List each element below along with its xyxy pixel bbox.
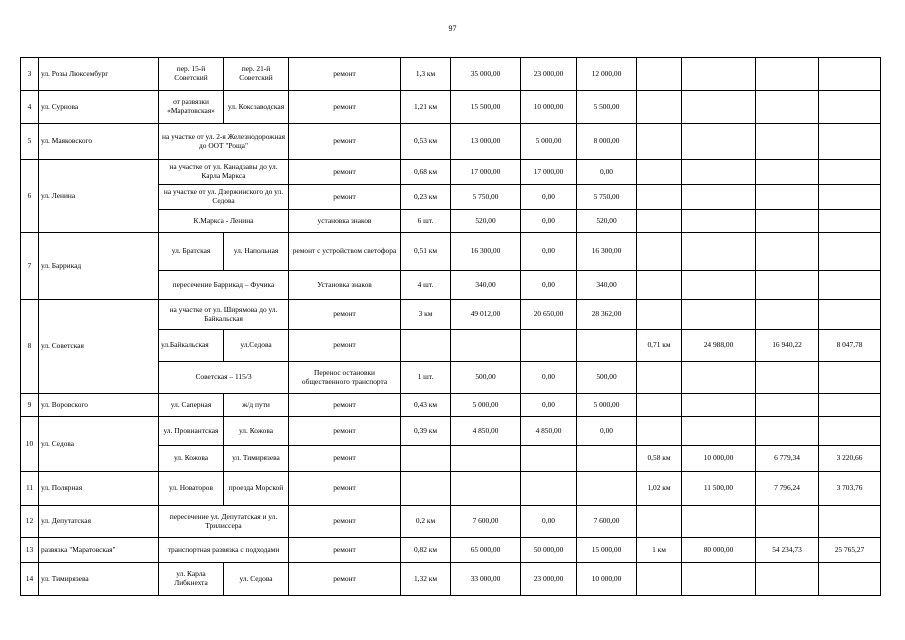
funding-3: 7 796,24 <box>756 472 819 506</box>
section-from: ул. Саперная <box>159 394 224 417</box>
quantity <box>401 330 451 362</box>
total-cost-2: 11 500,00 <box>682 472 756 506</box>
work-type: ремонт <box>289 160 401 185</box>
street-name: ул. Ленина <box>39 160 159 233</box>
total-cost: 340,00 <box>451 271 521 300</box>
total-cost-2 <box>682 124 756 160</box>
funding-2 <box>577 472 637 506</box>
total-cost-2 <box>682 91 756 124</box>
quantity: 0,39 км <box>401 417 451 446</box>
table-row <box>21 124 881 160</box>
funding-4: 25 765,27 <box>819 538 881 563</box>
row-number: 12 <box>21 506 39 538</box>
street-name: ул. Депутатская <box>39 506 159 538</box>
table-row <box>21 91 881 124</box>
funding-3 <box>756 394 819 417</box>
work-type: ремонт <box>289 394 401 417</box>
total-cost: 13 000,00 <box>451 124 521 160</box>
row-number: 4 <box>21 91 39 124</box>
section-description: Советская – 115/3 <box>159 362 289 394</box>
total-cost-2: 10 000,00 <box>682 446 756 472</box>
funding-4: 8 047,78 <box>819 330 881 362</box>
total-cost: 4 850,00 <box>451 417 521 446</box>
road-works-table <box>20 57 881 596</box>
funding-4 <box>819 563 881 596</box>
quantity-2 <box>637 394 682 417</box>
quantity: 0,51 км <box>401 233 451 271</box>
row-number: 5 <box>21 124 39 160</box>
funding-4 <box>819 185 881 210</box>
street-name: ул. Советская <box>39 300 159 394</box>
funding-2: 5 000,00 <box>577 394 637 417</box>
funding-2: 16 300,00 <box>577 233 637 271</box>
quantity-2 <box>637 563 682 596</box>
total-cost: 49 012,00 <box>451 300 521 330</box>
funding-3 <box>756 210 819 233</box>
table-row <box>21 563 881 596</box>
total-cost <box>451 472 521 506</box>
row-number: 10 <box>21 417 39 472</box>
quantity: 0,82 км <box>401 538 451 563</box>
street-name: ул. Баррикад <box>39 233 159 300</box>
total-cost-2 <box>682 563 756 596</box>
funding-4 <box>819 160 881 185</box>
funding-2: 0,00 <box>577 160 637 185</box>
quantity: 1,3 км <box>401 58 451 91</box>
funding-2 <box>577 446 637 472</box>
row-number: 11 <box>21 472 39 506</box>
funding-4 <box>819 271 881 300</box>
total-cost-2 <box>682 210 756 233</box>
funding-3 <box>756 91 819 124</box>
work-type: ремонт с устройством светофора <box>289 233 401 271</box>
total-cost-2 <box>682 506 756 538</box>
row-number: 14 <box>21 563 39 596</box>
total-cost: 17 000,00 <box>451 160 521 185</box>
total-cost: 16 300,00 <box>451 233 521 271</box>
funding-2: 8 000,00 <box>577 124 637 160</box>
funding-2: 12 000,00 <box>577 58 637 91</box>
quantity-2 <box>637 506 682 538</box>
quantity-2: 1 км <box>637 538 682 563</box>
work-type: ремонт <box>289 417 401 446</box>
funding-4 <box>819 417 881 446</box>
funding-2: 340,00 <box>577 271 637 300</box>
work-type: ремонт <box>289 300 401 330</box>
quantity-2 <box>637 160 682 185</box>
section-from: пер. 15-й Советский <box>159 58 224 91</box>
table-row <box>21 394 881 417</box>
quantity: 0,2 км <box>401 506 451 538</box>
section-to: ул. Напольная <box>224 233 289 271</box>
funding-2 <box>577 330 637 362</box>
street-name: ул. Маяковского <box>39 124 159 160</box>
section-description: на участке от ул. Дзержинского до ул. Седова <box>159 185 289 210</box>
street-name: ул. Тимирязева <box>39 563 159 596</box>
quantity <box>401 446 451 472</box>
funding-4: 3 703,76 <box>819 472 881 506</box>
funding-1 <box>521 472 577 506</box>
quantity-2 <box>637 362 682 394</box>
work-type: ремонт <box>289 472 401 506</box>
section-from: ул. Кожова <box>159 446 224 472</box>
section-description: транспортная развязка с подходами <box>159 538 289 563</box>
funding-3 <box>756 506 819 538</box>
funding-4: 3 220,66 <box>819 446 881 472</box>
funding-3 <box>756 233 819 271</box>
quantity-2 <box>637 91 682 124</box>
quantity: 4 шт. <box>401 271 451 300</box>
section-from: ул. Карла Либкнехта <box>159 563 224 596</box>
section-from: ул. Братская <box>159 233 224 271</box>
total-cost: 7 600,00 <box>451 506 521 538</box>
street-name: ул. Воровского <box>39 394 159 417</box>
total-cost-2 <box>682 300 756 330</box>
section-from: ул.Байкальская <box>159 330 224 362</box>
funding-2: 10 000,00 <box>577 563 637 596</box>
funding-1: 5 000,00 <box>521 124 577 160</box>
quantity: 0,43 км <box>401 394 451 417</box>
funding-3: 6 779,34 <box>756 446 819 472</box>
table-row <box>21 58 881 91</box>
total-cost: 5 750,00 <box>451 185 521 210</box>
section-description: на участке от ул. 2-я Железнодорожная до ООТ "Роща" <box>159 124 289 160</box>
funding-1: 0,00 <box>521 506 577 538</box>
quantity: 1,21 км <box>401 91 451 124</box>
funding-1 <box>521 446 577 472</box>
street-name: развязка "Маратовская" <box>39 538 159 563</box>
funding-1: 10 000,00 <box>521 91 577 124</box>
section-from: ул. Новаторов <box>159 472 224 506</box>
funding-4 <box>819 394 881 417</box>
funding-2: 5 500,00 <box>577 91 637 124</box>
street-name: ул. Розы Люксембург <box>39 58 159 91</box>
quantity-2 <box>637 58 682 91</box>
funding-1: 0,00 <box>521 394 577 417</box>
page-number: 97 <box>448 24 457 33</box>
section-description: на участке от ул. Ширямова до ул. Байкальская <box>159 300 289 330</box>
work-type: Перенос остановки общественного транспорта <box>289 362 401 394</box>
row-number: 3 <box>21 58 39 91</box>
funding-3 <box>756 124 819 160</box>
quantity-2 <box>637 185 682 210</box>
section-to: ул. Коксзаводская <box>224 91 289 124</box>
row-number: 6 <box>21 160 39 233</box>
total-cost <box>451 330 521 362</box>
work-type: ремонт <box>289 185 401 210</box>
quantity-2: 0,71 км <box>637 330 682 362</box>
funding-3 <box>756 58 819 91</box>
funding-1: 0,00 <box>521 233 577 271</box>
total-cost <box>451 446 521 472</box>
work-type: Установка знаков <box>289 271 401 300</box>
funding-1 <box>521 330 577 362</box>
total-cost-2 <box>682 417 756 446</box>
funding-1: 17 000,00 <box>521 160 577 185</box>
row-number: 13 <box>21 538 39 563</box>
funding-3 <box>756 362 819 394</box>
funding-2: 15 000,00 <box>577 538 637 563</box>
section-to: ул.Седова <box>224 330 289 362</box>
section-description: на участке от ул. Канадзавы до ул. Карла Маркса <box>159 160 289 185</box>
section-to: ж/д пути <box>224 394 289 417</box>
table-row <box>21 160 881 185</box>
section-to: проезда Морской <box>224 472 289 506</box>
table-row <box>21 506 881 538</box>
section-to: ул. Кожова <box>224 417 289 446</box>
total-cost-2: 24 988,00 <box>682 330 756 362</box>
row-number: 9 <box>21 394 39 417</box>
work-type: ремонт <box>289 124 401 160</box>
total-cost: 15 500,00 <box>451 91 521 124</box>
quantity: 3 км <box>401 300 451 330</box>
funding-1: 0,00 <box>521 362 577 394</box>
total-cost-2 <box>682 58 756 91</box>
section-from: от развязки «Маратовская» <box>159 91 224 124</box>
section-to: пер. 21-й Советский <box>224 58 289 91</box>
total-cost: 33 000,00 <box>451 563 521 596</box>
work-type: ремонт <box>289 446 401 472</box>
work-type: ремонт <box>289 58 401 91</box>
table-row <box>21 233 881 271</box>
quantity-2 <box>637 124 682 160</box>
total-cost-2 <box>682 394 756 417</box>
funding-2: 500,00 <box>577 362 637 394</box>
section-to: ул. Тимирязева <box>224 446 289 472</box>
funding-1: 0,00 <box>521 271 577 300</box>
funding-4 <box>819 506 881 538</box>
quantity: 0,23 км <box>401 185 451 210</box>
street-name: ул. Сурнова <box>39 91 159 124</box>
quantity-2 <box>637 210 682 233</box>
quantity-2 <box>637 300 682 330</box>
total-cost-2 <box>682 185 756 210</box>
work-type: ремонт <box>289 506 401 538</box>
total-cost: 5 000,00 <box>451 394 521 417</box>
funding-1: 23 000,00 <box>521 563 577 596</box>
quantity-2: 0,58 км <box>637 446 682 472</box>
table-row <box>21 300 881 330</box>
funding-4 <box>819 362 881 394</box>
funding-1: 50 000,00 <box>521 538 577 563</box>
table-row <box>21 417 881 446</box>
funding-2: 520,00 <box>577 210 637 233</box>
funding-2: 28 362,00 <box>577 300 637 330</box>
quantity: 1 шт. <box>401 362 451 394</box>
quantity-2 <box>637 417 682 446</box>
table-row <box>21 472 881 506</box>
funding-2: 7 600,00 <box>577 506 637 538</box>
section-description: пересечение ул. Депутатская и ул. Трилиссера <box>159 506 289 538</box>
funding-3: 16 940,22 <box>756 330 819 362</box>
funding-3 <box>756 563 819 596</box>
row-number: 7 <box>21 233 39 300</box>
funding-4 <box>819 300 881 330</box>
quantity: 1,32 км <box>401 563 451 596</box>
work-type: ремонт <box>289 330 401 362</box>
funding-2: 0,00 <box>577 417 637 446</box>
funding-2: 5 750,00 <box>577 185 637 210</box>
total-cost-2: 80 000,00 <box>682 538 756 563</box>
funding-3 <box>756 417 819 446</box>
funding-3 <box>756 160 819 185</box>
quantity-2 <box>637 233 682 271</box>
total-cost: 520,00 <box>451 210 521 233</box>
quantity <box>401 472 451 506</box>
funding-4 <box>819 210 881 233</box>
funding-4 <box>819 91 881 124</box>
funding-3 <box>756 185 819 210</box>
total-cost-2 <box>682 271 756 300</box>
funding-4 <box>819 124 881 160</box>
funding-3: 54 234,73 <box>756 538 819 563</box>
funding-1: 20 650,00 <box>521 300 577 330</box>
quantity: 0,68 км <box>401 160 451 185</box>
funding-4 <box>819 233 881 271</box>
funding-4 <box>819 58 881 91</box>
total-cost-2 <box>682 160 756 185</box>
funding-1: 4 850,00 <box>521 417 577 446</box>
funding-1: 23 000,00 <box>521 58 577 91</box>
quantity-2: 1,02 км <box>637 472 682 506</box>
section-to: ул. Седова <box>224 563 289 596</box>
total-cost: 500,00 <box>451 362 521 394</box>
section-description: пересечение Баррикад – Фучика <box>159 271 289 300</box>
section-description: К.Маркса - Ленина <box>159 210 289 233</box>
quantity: 6 шт. <box>401 210 451 233</box>
total-cost: 65 000,00 <box>451 538 521 563</box>
street-name: ул. Седова <box>39 417 159 472</box>
funding-3 <box>756 300 819 330</box>
funding-1: 0,00 <box>521 210 577 233</box>
work-type: ремонт <box>289 563 401 596</box>
total-cost-2 <box>682 233 756 271</box>
work-type: ремонт <box>289 91 401 124</box>
quantity: 0,53 км <box>401 124 451 160</box>
quantity-2 <box>637 271 682 300</box>
total-cost: 35 000,00 <box>451 58 521 91</box>
work-type: установка знаков <box>289 210 401 233</box>
funding-1: 0,00 <box>521 185 577 210</box>
funding-3 <box>756 271 819 300</box>
total-cost-2 <box>682 362 756 394</box>
row-number: 8 <box>21 300 39 394</box>
section-from: ул. Провиантская <box>159 417 224 446</box>
work-type: ремонт <box>289 538 401 563</box>
street-name: ул. Полярная <box>39 472 159 506</box>
table-row <box>21 538 881 563</box>
